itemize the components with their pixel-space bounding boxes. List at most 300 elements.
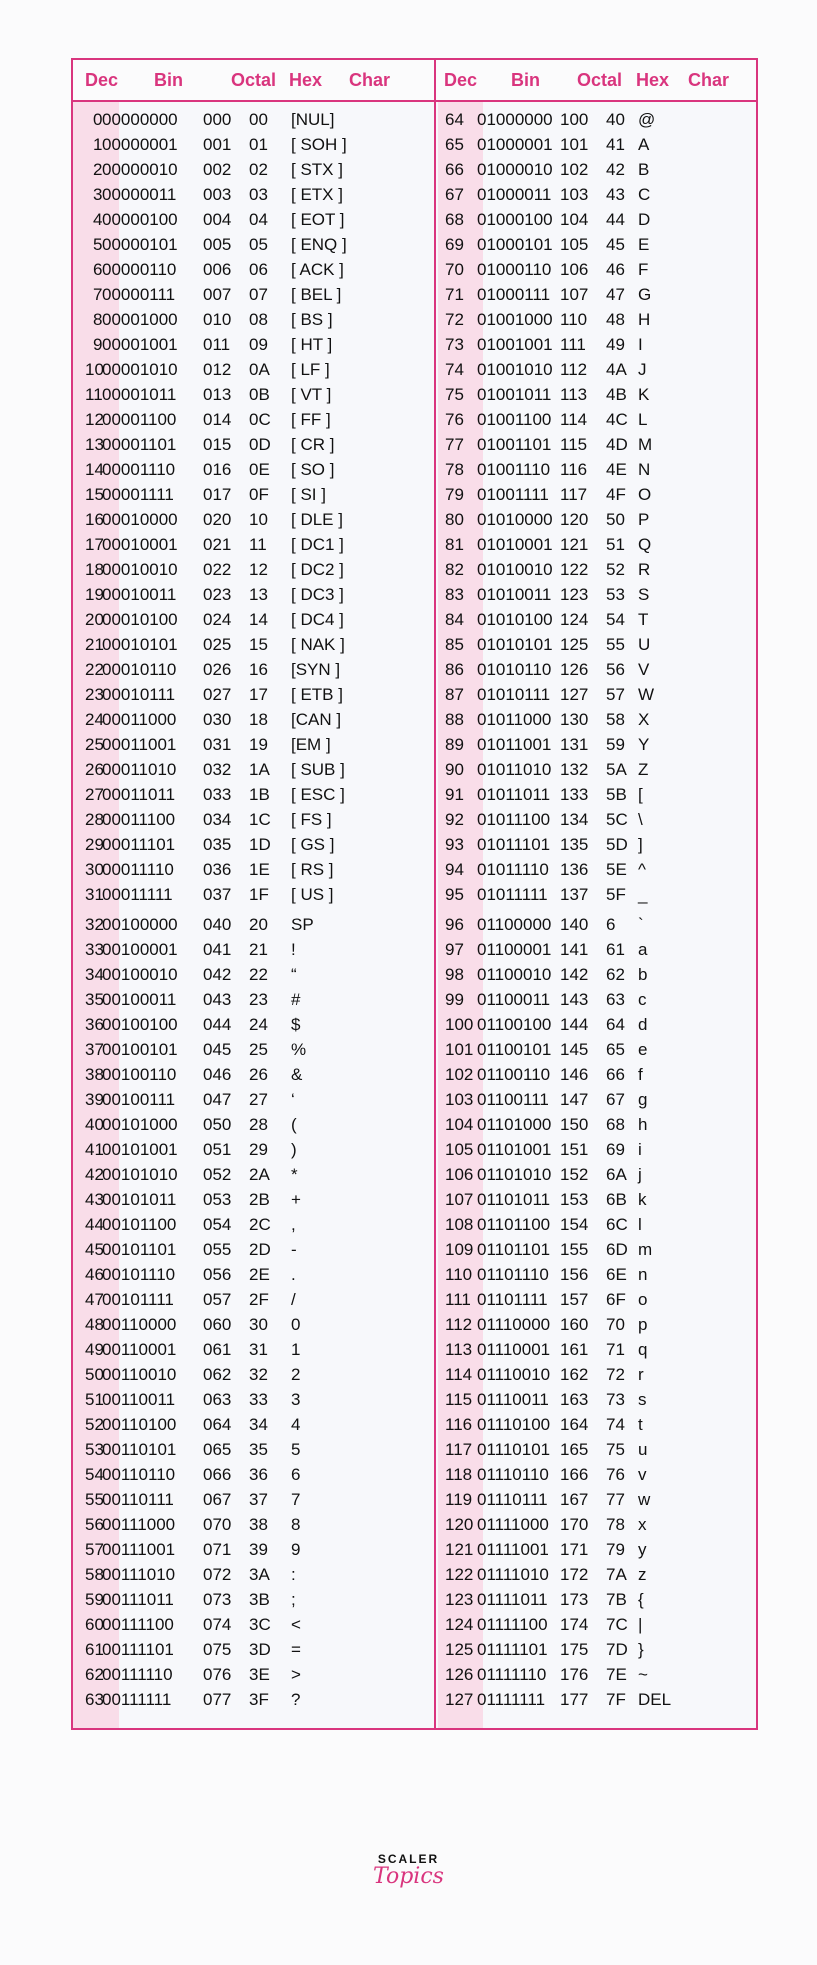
table-row [436, 1412, 756, 1437]
octal-cell: 041 [203, 940, 232, 959]
bin-cell: 00001010 [102, 360, 178, 379]
bin-cell: 00110110 [102, 1465, 176, 1484]
hex-cell: 0E [249, 460, 270, 479]
octal-cell: 114 [560, 410, 588, 429]
table-row [73, 1437, 436, 1462]
octal-cell: 064 [203, 1415, 232, 1434]
hex-cell: 14 [249, 610, 268, 629]
octal-cell: 016 [203, 460, 232, 479]
char-cell: [ DC3 ] [291, 585, 344, 604]
octal-cell: 156 [560, 1265, 589, 1284]
bin-cell: 01110110 [477, 1465, 549, 1484]
dec-cell: 32 [85, 915, 104, 934]
dec-cell: 111 [445, 1290, 471, 1309]
bin-cell: 01000110 [477, 260, 552, 279]
bin-cell: 01101110 [477, 1265, 549, 1284]
dec-cell: 23 [85, 685, 104, 704]
hex-cell: 40 [606, 110, 625, 129]
hex-cell: 0A [249, 360, 270, 379]
table-row [436, 282, 756, 307]
dec-cell: 107 [445, 1190, 474, 1209]
bin-cell: 01011110 [477, 860, 549, 879]
bin-cell: 01100110 [477, 1065, 551, 1084]
hex-cell: 2B [249, 1190, 270, 1209]
bin-cell: 01011010 [477, 760, 552, 779]
dec-cell: 31 [85, 885, 104, 904]
octal-cell: 130 [560, 710, 589, 729]
table-row [73, 532, 436, 557]
hex-cell: 3A [249, 1565, 270, 1584]
char-cell: x [638, 1515, 647, 1534]
header-row-left [73, 60, 436, 102]
dec-cell: 58 [85, 1565, 104, 1584]
table-row [73, 307, 436, 332]
octal-cell: 050 [203, 1115, 232, 1134]
bin-cell: 01111001 [477, 1540, 549, 1559]
table-row [436, 857, 756, 882]
hex-cell: 5F [606, 885, 626, 904]
bin-cell: 00111000 [102, 1515, 176, 1534]
hex-cell: 44 [606, 210, 625, 229]
octal-cell: 021 [203, 535, 232, 554]
dec-cell: 60 [85, 1615, 104, 1634]
hex-cell: 5D [606, 835, 628, 854]
dec-cell: 102 [445, 1065, 474, 1084]
char-cell: \ [638, 810, 643, 829]
table-row [436, 307, 756, 332]
char-cell: | [638, 1615, 643, 1634]
bin-cell: 00011110 [102, 860, 174, 879]
dec-cell: 37 [85, 1040, 104, 1059]
hex-cell: 2E [249, 1265, 270, 1284]
dec-cell: 19 [85, 585, 104, 604]
octal-cell: 046 [203, 1065, 232, 1084]
bin-cell: 01011001 [477, 735, 552, 754]
table-row [73, 1312, 436, 1337]
char-cell: 4 [291, 1415, 301, 1434]
char-cell: h [638, 1115, 648, 1134]
hex-cell: 45 [606, 235, 625, 254]
char-cell: [ VT ] [291, 385, 332, 404]
table-row [436, 607, 756, 632]
octal-cell: 172 [560, 1565, 589, 1584]
bin-cell: 00101110 [102, 1265, 176, 1284]
octal-cell: 115 [560, 435, 588, 454]
table-row [436, 1487, 756, 1512]
bin-cell: 01001111 [477, 485, 549, 504]
hex-cell: 6A [606, 1165, 627, 1184]
hex-cell: 19 [249, 735, 268, 754]
dec-cell: 75 [445, 385, 464, 404]
octal-cell: 060 [203, 1315, 232, 1334]
char-cell: P [638, 510, 650, 529]
bin-cell: 00001101 [102, 435, 177, 454]
dec-cell: 49 [85, 1340, 104, 1359]
dec-cell: 35 [85, 990, 104, 1009]
dec-cell: 92 [445, 810, 464, 829]
hex-cell: 74 [606, 1415, 625, 1434]
char-cell: [CAN ] [291, 710, 342, 729]
octal-cell: 066 [203, 1465, 232, 1484]
bin-cell: 00010110 [102, 660, 177, 679]
char-cell: S [638, 585, 650, 604]
header-char: Char [688, 70, 730, 90]
bin-cell: 01000100 [477, 210, 553, 229]
octal-cell: 173 [560, 1590, 589, 1609]
dec-cell: 76 [445, 410, 464, 429]
bin-cell: 01101100 [477, 1215, 551, 1234]
dec-cell: 28 [85, 810, 104, 829]
octal-cell: 170 [560, 1515, 589, 1534]
dec-cell: 15 [85, 485, 104, 504]
hex-cell: 12 [249, 560, 268, 579]
octal-cell: 121 [560, 535, 589, 554]
table-row [73, 707, 436, 732]
table-row [436, 1262, 756, 1287]
bin-cell: 00010111 [102, 685, 176, 704]
table-row [73, 1062, 436, 1087]
table-row [73, 912, 436, 937]
table-row [436, 457, 756, 482]
hex-cell: 59 [606, 735, 625, 754]
bin-cell: 01010101 [477, 635, 553, 654]
octal-cell: 164 [560, 1415, 589, 1434]
char-cell: J [638, 360, 647, 379]
dec-cell: 46 [85, 1265, 104, 1284]
hex-cell: 25 [249, 1040, 268, 1059]
table-row [73, 607, 436, 632]
hex-cell: 42 [606, 160, 625, 179]
octal-cell: 103 [560, 185, 589, 204]
dec-cell: 34 [85, 965, 104, 984]
table-row [73, 782, 436, 807]
octal-cell: 166 [560, 1465, 589, 1484]
char-cell: - [291, 1240, 297, 1259]
bin-cell: 00110100 [102, 1415, 177, 1434]
dec-cell: 53 [85, 1440, 104, 1459]
hex-cell: 71 [606, 1340, 625, 1359]
header-octal: Octal [577, 70, 623, 90]
table-row [73, 1212, 436, 1237]
bin-cell: 01010000 [477, 510, 553, 529]
table-row [73, 132, 436, 157]
octal-cell: 175 [560, 1640, 589, 1659]
octal-cell: 034 [203, 810, 232, 829]
char-cell: w [638, 1490, 651, 1509]
hex-cell: 08 [249, 310, 268, 329]
char-cell: g [638, 1090, 648, 1109]
bin-cell: 01110011 [477, 1390, 549, 1409]
hex-cell: 3B [249, 1590, 270, 1609]
table-row [73, 807, 436, 832]
octal-cell: 131 [560, 735, 589, 754]
table-row [73, 157, 436, 182]
hex-cell: 7A [606, 1565, 627, 1584]
table-row [73, 1612, 436, 1637]
bin-cell: 00011001 [102, 735, 177, 754]
octal-cell: 013 [203, 385, 232, 404]
bin-cell: 00011011 [102, 785, 176, 804]
octal-cell: 124 [560, 610, 589, 629]
char-cell: H [638, 310, 651, 329]
octal-cell: 030 [203, 710, 232, 729]
hex-cell: 47 [606, 285, 625, 304]
dec-cell: 110 [445, 1265, 473, 1284]
hex-cell: 09 [249, 335, 268, 354]
dec-cell: 64 [445, 110, 464, 129]
char-cell: 5 [291, 1440, 301, 1459]
char-cell: [ GS ] [291, 835, 335, 854]
table-row [73, 407, 436, 432]
table-row [436, 732, 756, 757]
octal-cell: 043 [203, 990, 232, 1009]
dec-cell: 39 [85, 1090, 104, 1109]
octal-cell: 105 [560, 235, 589, 254]
table-row [73, 732, 436, 757]
dec-cell: 94 [445, 860, 464, 879]
char-cell: W [638, 685, 655, 704]
hex-cell: 51 [606, 535, 625, 554]
table-row [73, 882, 436, 907]
dec-cell: 119 [445, 1490, 473, 1509]
char-cell: [ BS ] [291, 310, 333, 329]
table-row [73, 682, 436, 707]
hex-cell: 33 [249, 1390, 268, 1409]
table-row [73, 1537, 436, 1562]
table-row [436, 507, 756, 532]
hex-cell: 41 [606, 135, 625, 154]
octal-cell: 167 [560, 1490, 589, 1509]
table-row [436, 1587, 756, 1612]
char-cell: ‘ [291, 1090, 295, 1109]
hex-cell: 75 [606, 1440, 625, 1459]
header-hex: Hex [289, 70, 323, 90]
dec-cell: 5 [93, 235, 103, 254]
dec-cell: 9 [93, 335, 103, 354]
dec-cell: 80 [445, 510, 464, 529]
octal-cell: 003 [203, 185, 232, 204]
bin-cell: 01010100 [477, 610, 553, 629]
bin-cell: 00101010 [102, 1165, 178, 1184]
hex-cell: 3C [249, 1615, 271, 1634]
bin-cell: 00111100 [102, 1615, 174, 1634]
dec-cell: 68 [445, 210, 464, 229]
bin-cell: 01001011 [477, 385, 552, 404]
char-cell: > [291, 1665, 301, 1684]
dec-cell: 106 [445, 1165, 474, 1184]
char-cell: Q [638, 535, 652, 554]
hex-cell: 68 [606, 1115, 625, 1134]
char-cell: 8 [291, 1515, 301, 1534]
table-row [436, 1137, 756, 1162]
dec-cell: 63 [85, 1690, 104, 1709]
hex-cell: 20 [249, 915, 268, 934]
char-cell: [ ETB ] [291, 685, 343, 704]
dec-cell: 0 [93, 110, 103, 129]
bin-cell: 01011000 [477, 710, 552, 729]
octal-cell: 010 [203, 310, 232, 329]
table-row [73, 1237, 436, 1262]
bin-cell: 01111101 [477, 1640, 548, 1659]
bin-cell: 01000001 [477, 135, 553, 154]
char-cell: : [291, 1565, 296, 1584]
dec-cell: 84 [445, 610, 464, 629]
table-row [436, 1162, 756, 1187]
hex-cell: 1C [249, 810, 271, 829]
dec-cell: 81 [445, 535, 464, 554]
hex-cell: 5A [606, 760, 627, 779]
dec-cell: 36 [85, 1015, 104, 1034]
dec-cell: 7 [93, 285, 103, 304]
hex-cell: 62 [606, 965, 625, 984]
table-row [436, 232, 756, 257]
table-row [436, 132, 756, 157]
octal-cell: 125 [560, 635, 589, 654]
char-cell: C [638, 185, 651, 204]
octal-cell: 040 [203, 915, 232, 934]
bin-cell: 00000100 [102, 210, 178, 229]
char-cell: 6 [291, 1465, 301, 1484]
char-cell: = [291, 1640, 301, 1659]
char-cell: a [638, 940, 648, 959]
table-row [436, 807, 756, 832]
hex-cell: 6D [606, 1240, 628, 1259]
bin-cell: 01010111 [477, 685, 551, 704]
dec-cell: 18 [85, 560, 104, 579]
dec-cell: 105 [445, 1140, 474, 1159]
octal-cell: 001 [203, 135, 232, 154]
char-cell: $ [291, 1015, 301, 1034]
hex-cell: 54 [606, 610, 625, 629]
table-row [436, 707, 756, 732]
hex-cell: 2F [249, 1290, 269, 1309]
dec-cell: 40 [85, 1115, 104, 1134]
char-cell: O [638, 485, 652, 504]
hex-cell: 6B [606, 1190, 627, 1209]
table-row [436, 157, 756, 182]
bin-cell: 01111000 [477, 1515, 549, 1534]
char-cell: 9 [291, 1540, 301, 1559]
table-row [73, 557, 436, 582]
dec-cell: 127 [445, 1690, 474, 1709]
char-cell: V [638, 660, 650, 679]
table-row [436, 1237, 756, 1262]
octal-cell: 120 [560, 510, 589, 529]
bin-cell: 01100011 [477, 990, 551, 1009]
dec-cell: 117 [445, 1440, 473, 1459]
dec-cell: 14 [85, 460, 104, 479]
dec-cell: 89 [445, 735, 464, 754]
bin-cell: 00110000 [102, 1315, 177, 1334]
dec-cell: 73 [445, 335, 464, 354]
table-row [73, 207, 436, 232]
bin-cell: 00001000 [102, 310, 178, 329]
octal-cell: 047 [203, 1090, 232, 1109]
dec-cell: 1 [93, 135, 103, 154]
hex-cell: 4A [606, 360, 627, 379]
octal-cell: 075 [203, 1640, 232, 1659]
octal-cell: 035 [203, 835, 232, 854]
char-cell: A [638, 135, 650, 154]
dec-cell: 61 [85, 1640, 104, 1659]
hex-cell: 73 [606, 1390, 625, 1409]
octal-cell: 157 [560, 1290, 589, 1309]
table-row [73, 1112, 436, 1137]
bin-cell: 00100000 [102, 915, 178, 934]
dec-cell: 6 [93, 260, 103, 279]
dec-cell: 17 [85, 535, 104, 554]
dec-cell: 65 [445, 135, 464, 154]
char-cell: 2 [291, 1365, 301, 1384]
bin-cell: 01100100 [477, 1015, 552, 1034]
hex-cell: 0D [249, 435, 271, 454]
hex-cell: 4B [606, 385, 627, 404]
table-row [73, 1337, 436, 1362]
octal-cell: 147 [560, 1090, 589, 1109]
dec-cell: 50 [85, 1365, 104, 1384]
octal-cell: 070 [203, 1515, 232, 1534]
octal-cell: 024 [203, 610, 232, 629]
octal-cell: 023 [203, 585, 232, 604]
bin-cell: 01000010 [477, 160, 553, 179]
hex-cell: 02 [249, 160, 268, 179]
table-row [436, 832, 756, 857]
hex-cell: 64 [606, 1015, 625, 1034]
char-cell: _ [638, 885, 648, 904]
dec-cell: 112 [445, 1315, 473, 1334]
dec-cell: 91 [445, 785, 464, 804]
table-row [436, 1537, 756, 1562]
dec-cell: 47 [85, 1290, 104, 1309]
bin-cell: 01101001 [477, 1140, 552, 1159]
char-cell: [ DLE ] [291, 510, 343, 529]
octal-cell: 112 [560, 360, 588, 379]
bin-cell: 01001000 [477, 310, 553, 329]
bin-cell: 00010101 [102, 635, 178, 654]
header-bin: Bin [511, 70, 540, 90]
hex-cell: 3E [249, 1665, 270, 1684]
octal-cell: 036 [203, 860, 232, 879]
char-cell: l [638, 1215, 642, 1234]
dec-cell: 2 [93, 160, 103, 179]
octal-cell: 027 [203, 685, 232, 704]
hex-cell: 55 [606, 635, 625, 654]
bin-cell: 00011000 [102, 710, 177, 729]
char-cell: i [638, 1140, 642, 1159]
table-row [436, 357, 756, 382]
table-row [73, 1362, 436, 1387]
header-dec: Dec [444, 70, 478, 90]
hex-cell: 4F [606, 485, 626, 504]
octal-cell: 145 [560, 1040, 589, 1059]
bin-cell: 01010011 [477, 585, 552, 604]
octal-cell: 111 [560, 335, 586, 354]
table-row [436, 1387, 756, 1412]
dec-cell: 10 [85, 360, 104, 379]
table-row [436, 962, 756, 987]
hex-cell: 79 [606, 1540, 625, 1559]
table-row [436, 382, 756, 407]
table-row [436, 257, 756, 282]
hex-cell: 50 [606, 510, 625, 529]
octal-cell: 122 [560, 560, 589, 579]
bin-cell: 00111110 [102, 1665, 173, 1684]
octal-cell: 062 [203, 1365, 232, 1384]
dec-cell: 42 [85, 1165, 104, 1184]
bin-cell: 01110010 [477, 1365, 551, 1384]
dec-cell: 3 [93, 185, 103, 204]
bin-cell: 01101101 [477, 1240, 551, 1259]
